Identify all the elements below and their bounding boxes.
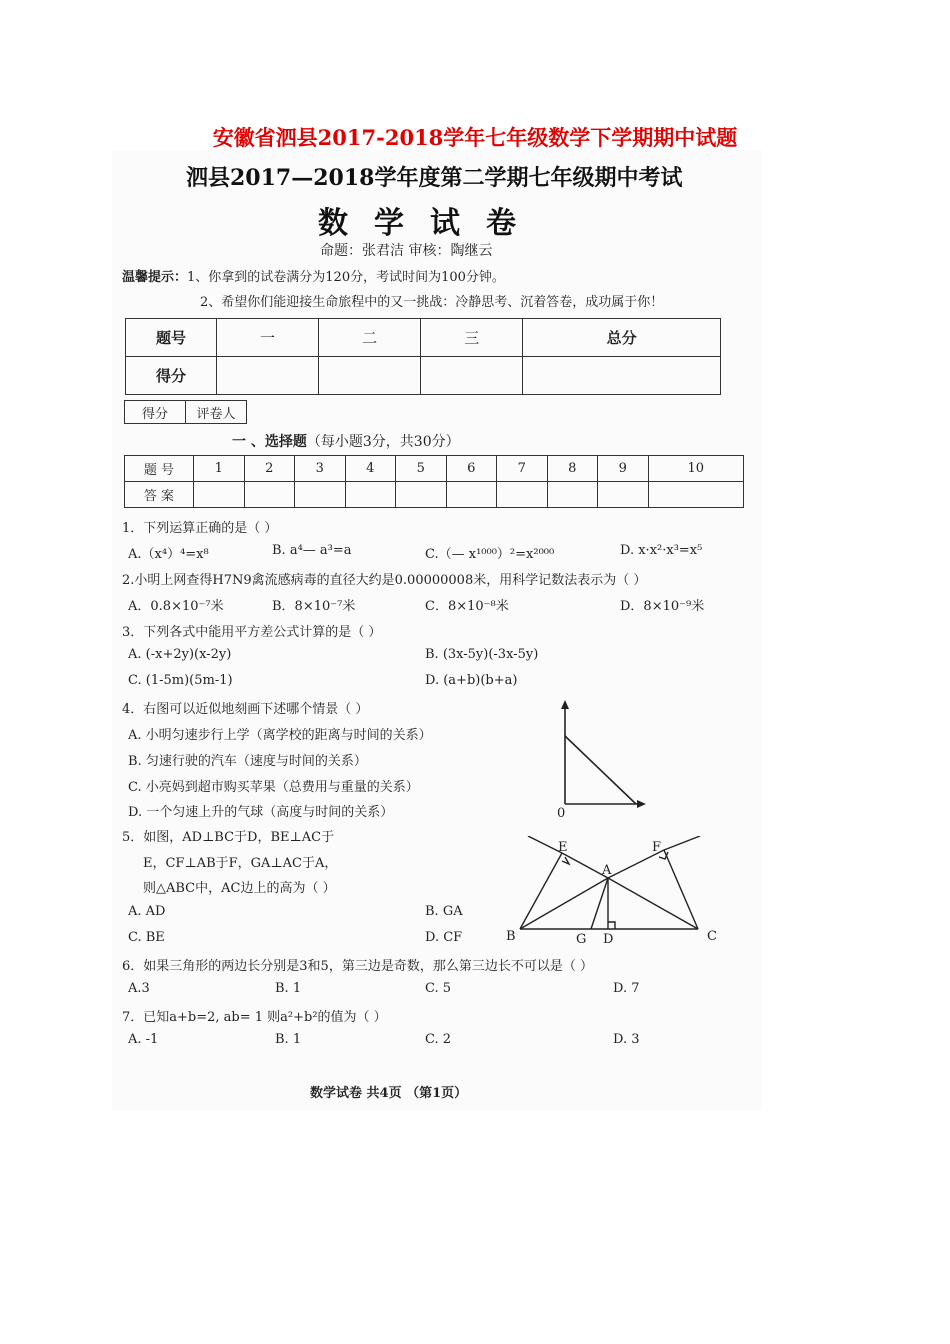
question-7: 7．已知a+b=2, ab= 1 则a²+b²的值为（ ） — [122, 1010, 387, 1025]
q6-option-d[interactable]: D. 7 — [613, 981, 640, 996]
answer-table-header-row — [125, 456, 744, 482]
q5-ray-f — [664, 836, 700, 850]
answer-cell[interactable] — [244, 482, 295, 508]
answer-cell[interactable] — [446, 482, 497, 508]
q2-option-d[interactable]: D．8×10⁻⁹米 — [620, 599, 705, 614]
q2-option-a[interactable]: A．0.8×10⁻⁷米 — [128, 599, 224, 614]
answer-cell[interactable] — [194, 482, 245, 508]
q3-option-a[interactable]: A. (-x+2y)(x-2y) — [128, 647, 232, 662]
q5-option-b[interactable]: B. GA — [425, 904, 463, 919]
q5-label-c: C — [707, 929, 717, 944]
answer-header-cell: 6 — [446, 456, 497, 482]
answer-cell[interactable] — [598, 482, 649, 508]
q5-triangle-figure — [498, 836, 730, 948]
q7-option-b[interactable]: B. 1 — [275, 1032, 302, 1047]
answer-cell[interactable] — [547, 482, 598, 508]
question-1: 1．下列运算正确的是（ ） — [122, 521, 278, 536]
answer-row-label: 答 案 — [125, 482, 194, 508]
document-title: 安徽省泗县2017-2018学年七年级数学下学期期中试题 — [212, 125, 738, 150]
answer-header-cell: 9 — [598, 456, 649, 482]
q5-label-b: B — [506, 929, 516, 944]
q4-x-arrow-icon — [637, 800, 646, 808]
answer-cell[interactable] — [345, 482, 396, 508]
q4-origin-label: 0 — [557, 806, 566, 821]
page-footer: 数学试卷 共4页 （第1页） — [310, 1086, 468, 1101]
score-header-cell: 题号 — [126, 319, 217, 357]
q4-y-arrow-icon — [561, 700, 569, 709]
answer-header-cell: 1 — [194, 456, 245, 482]
answer-cell[interactable] — [396, 482, 447, 508]
grader-score-label: 得分 — [125, 401, 186, 424]
q5-label-f: F — [652, 840, 662, 855]
q5-side-ac — [608, 878, 698, 929]
q4-option-b[interactable]: B. 匀速行驶的汽车（速度与时间的关系） — [128, 754, 367, 769]
section-1-title: 一 、选择题 — [232, 434, 307, 450]
answer-cell[interactable] — [648, 482, 744, 508]
q6-option-b[interactable]: B. 1 — [275, 981, 302, 996]
score-cell[interactable] — [421, 357, 523, 395]
q6-option-a[interactable]: A.3 — [128, 981, 150, 996]
subject-title: 数学试卷 — [318, 206, 542, 241]
q4-graph-line — [565, 736, 636, 804]
q5-ray-e — [528, 836, 562, 853]
q5-option-d[interactable]: D. CF — [425, 930, 463, 945]
q1-option-a[interactable]: A.（x⁴）⁴=x⁸ — [128, 547, 209, 562]
answer-header-cell: 2 — [244, 456, 295, 482]
q4-option-a[interactable]: A. 小明匀速步行上学（离学校的距离与时间的关系） — [128, 728, 432, 743]
grader-table — [124, 400, 247, 424]
answer-header-cell: 4 — [345, 456, 396, 482]
exam-title: 泗县2017—2018学年度第二学期七年级期中考试 — [186, 165, 683, 191]
tip-line-1 — [122, 266, 505, 285]
question-5-line-2: E，CF⊥AB于F，GA⊥AC于A， — [143, 856, 338, 871]
q5-right-angle-e-icon — [562, 857, 569, 864]
score-table-score-row — [126, 357, 721, 395]
q5-label-a: A — [602, 863, 612, 878]
section-1-heading — [232, 431, 460, 451]
q7-option-c[interactable]: C. 2 — [425, 1032, 452, 1047]
tip-1-text: 1、你拿到的试卷满分为120分，考试时间为100分钟。 — [187, 270, 505, 285]
question-3: 3．下列各式中能用平方差公式计算的是（ ） — [122, 625, 382, 640]
score-cell[interactable] — [217, 357, 319, 395]
q1-option-d[interactable]: D. x·x²·x³=x⁵ — [620, 543, 703, 558]
q5-label-g: G — [576, 932, 587, 947]
score-header-cell: 一 — [217, 319, 319, 357]
q5-side-ba — [520, 878, 608, 929]
q5-segment-cf — [664, 850, 698, 929]
answer-cell[interactable] — [497, 482, 548, 508]
q2-option-c[interactable]: C．8×10⁻⁸米 — [425, 599, 509, 614]
answer-header-cell: 5 — [396, 456, 447, 482]
q4-option-c[interactable]: C. 小亮妈到超市购买苹果（总费用与重量的关系） — [128, 780, 419, 795]
score-header-cell: 总分 — [523, 319, 721, 357]
q1-option-b[interactable]: B. a⁴— a³=a — [272, 543, 352, 558]
q3-option-b[interactable]: B. (3x-5y)(-3x-5y) — [425, 647, 539, 662]
score-row-label: 得分 — [126, 357, 217, 395]
answer-header-label: 题 号 — [125, 456, 194, 482]
score-table — [125, 318, 721, 395]
q7-option-d[interactable]: D. 3 — [613, 1032, 640, 1047]
score-header-cell: 三 — [421, 319, 523, 357]
answer-header-cell: 3 — [295, 456, 346, 482]
answer-header-cell: 10 — [648, 456, 744, 482]
grader-name-label: 评卷人 — [186, 401, 247, 424]
q5-label-d: D — [603, 932, 614, 947]
question-5-line-1: 5．如图，AD⊥BC于D，BE⊥AC于 — [122, 830, 335, 845]
q5-label-e: E — [558, 840, 568, 855]
answer-table — [124, 455, 744, 508]
answer-cell[interactable] — [295, 482, 346, 508]
answer-header-cell: 8 — [547, 456, 598, 482]
tip-label: 温馨提示： — [122, 270, 188, 285]
question-4: 4．右图可以近似地刻画下述哪个情景（ ） — [122, 702, 369, 717]
score-header-cell: 二 — [319, 319, 421, 357]
q3-option-c[interactable]: C. (1-5m)(5m-1) — [128, 673, 233, 688]
score-cell[interactable] — [319, 357, 421, 395]
tip-line-2: 2、希望你们能迎接生命旅程中的又一挑战：冷静思考、沉着答卷，成功属于你！ — [200, 295, 664, 310]
score-cell[interactable] — [523, 357, 721, 395]
q5-right-angle-d-icon — [608, 922, 615, 929]
answer-table-answer-row — [125, 482, 744, 508]
q7-option-a[interactable]: A. -1 — [128, 1032, 159, 1047]
q1-option-c[interactable]: C.（— x¹⁰⁰⁰）²=x²⁰⁰⁰ — [425, 547, 555, 562]
score-table-header-row — [126, 319, 721, 357]
q4-graph — [548, 698, 648, 823]
q2-option-b[interactable]: B．8×10⁻⁷米 — [272, 599, 356, 614]
question-5-line-3: 则△ABC中，AC边上的高为（ ） — [143, 881, 336, 896]
q3-option-d[interactable]: D. (a+b)(b+a) — [425, 673, 518, 688]
q5-option-a[interactable]: A. AD — [128, 904, 166, 919]
q5-option-c[interactable]: C. BE — [128, 930, 165, 945]
q6-option-c[interactable]: C. 5 — [425, 981, 452, 996]
exam-authors: 命题：张君洁 审核：陶继云 — [320, 243, 493, 259]
question-6: 6．如果三角形的两边长分别是3和5，第三边是奇数，那么第三边长不可以是（ ） — [122, 959, 593, 974]
q4-option-d[interactable]: D. 一个匀速上升的气球（高度与时间的关系） — [128, 805, 394, 820]
question-2: 2.小明上网查得H7N9禽流感病毒的直径大约是0.00000008米，用科学记数法表示为（ ） — [122, 573, 647, 588]
answer-header-cell: 7 — [497, 456, 548, 482]
section-1-note: （每小题3分，共30分） — [306, 434, 460, 450]
